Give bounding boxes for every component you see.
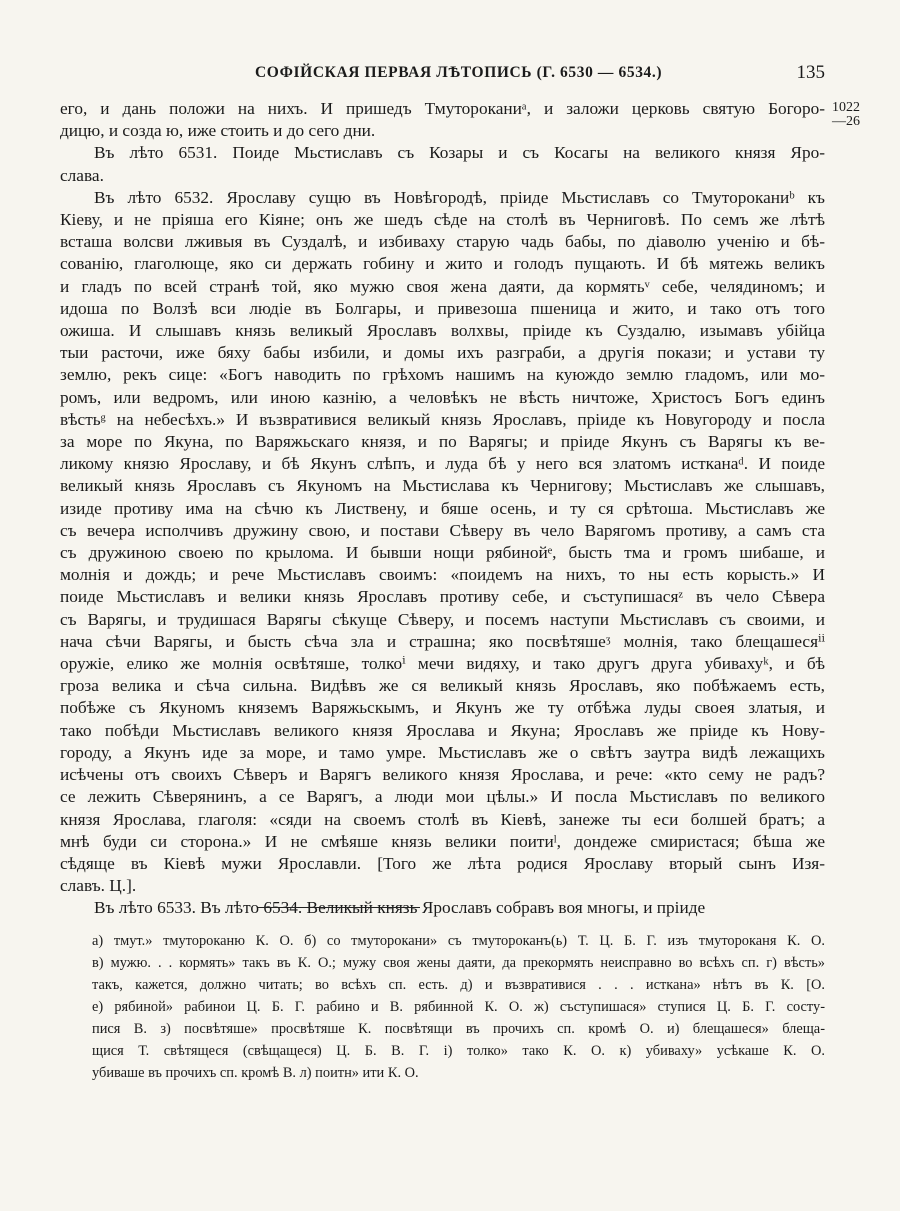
text-line: великый князь Ярославъ съ Якуномъ на Мьстислава къ Чернигову; Мьстиславъ же слышавъ, xyxy=(60,476,825,496)
text-line: Въ лѣто 6532. Ярославу сущю въ Новѣгородѣ, пріиде Мьстиславъ со Тмутороканиᵇ къ xyxy=(94,187,825,207)
text-line: съ дружиною своею по крылома. И бывши нощи рябинойᵉ, бысть тма и громъ шибаше, и xyxy=(60,543,825,563)
footnote-line: убиваше въ прочихъ сп. кромѣ В. л) поитн» ити К. О. xyxy=(92,1065,419,1081)
text-line: и гладъ по всей странѣ той, яко мужю своя жена даяти, да кормятьᵛ себе, челядиномъ; и xyxy=(60,276,825,296)
footnote-line: щися Т. свѣтящеся (свѣщащеся) Ц. Б. В. Г. і) толко» тако К. О. к) убиваху» усѣкаше К. О. xyxy=(92,1043,825,1059)
text-line: молнія и дождь; и рече Мьстиславъ своимъ: «поидемъ на нихъ, то ны есть корысть.» И xyxy=(60,565,825,585)
text-line: Въ лѣто 6531. Поиде Мьстиславъ съ Козары и съ Косагы на великого князя Яро- xyxy=(94,143,825,163)
margin-year-end: —26 xyxy=(832,114,860,129)
text-line: Кіеву, и не пріяша его Кіяне; онъ же шедъ сѣде на столѣ въ Черниговѣ. По семъ же лѣтѣ xyxy=(60,210,825,230)
chronicle-text xyxy=(60,98,825,920)
text-line: ликому князю Ярославу, и бѣ Якунъ слѣпъ, и луда бѣ у него вся златомъ исткана͏ᵈ. И поиде xyxy=(60,454,825,474)
text-line: съ вечера исполчивъ дружину свою, и постави Сѣверу въ чело Варягомъ противу, а самъ ста xyxy=(60,520,825,540)
text-line: городу, а Якунъ иде за море, и тамо умре. Мьстиславъ же о свѣтъ заутра видѣ лежащихъ xyxy=(60,742,825,762)
text-line: дицю, и созда ю, иже стоить и до сего дни. xyxy=(60,121,376,141)
text-line: се лежить Сѣверянинъ, а се Варягъ, а люди мои цѣлы.» И посла Мьстиславъ по великого xyxy=(60,787,825,807)
text-line: побѣже съ Якуномъ княземъ Варяжьскымъ, и Якунъ же ту отбѣжа луды своея златыя, и xyxy=(60,698,825,718)
text-line: оружіе, елико же молнія освѣтяше, толкоⁱ мечи видяху, и тако другъ друга убивахуᵏ, и бѣ xyxy=(60,654,825,674)
text-line: ожиша. И слышавъ князь великый Ярославъ волхвы, пріиде къ Суздалю, изымавъ убійца xyxy=(60,321,825,341)
margin-year-start: 1022 xyxy=(832,100,860,115)
text-line: изиде противу има на сѣчю къ Листвену, и бяше осень, и ту ся срѣтоша. Мьстиславъ же xyxy=(60,498,825,518)
text-line: всташа волсви лживыя въ Суздалѣ, и избиваху старую чадь бабы, по діаволю ученію и бѣ- xyxy=(60,232,825,252)
text-line: мнѣ буди си сторона.» И не смѣяше князь велики поитиˡ, дондеже смиристася; бѣша же xyxy=(60,831,825,851)
footnote-line: е) рябиной» рабинои Ц. Б. Г. рабино и В. рябинной К. О. ж) съступишася» ступися Ц. Б. Г. состу- xyxy=(92,999,825,1015)
footnote-line: в) мужю. . . кормять» такъ въ К. О.; мужу своя жены даяти, да прекормять неисправно во всѣхъ сп. г) вѣсть» xyxy=(92,955,825,971)
text-line: идоша по Волзѣ вси людіе въ Болгары, и привезоша пшеница и жито, и тако отъ того xyxy=(60,298,825,318)
footnote-line: такъ, кажется, должно читать; во всѣхъ сп. есть. д) и възвративися . . . исткана» нѣтъ въ К. [О. xyxy=(92,977,825,993)
text-line: нача сѣчи Варягы, и бысть сѣча зла и страшна; яко посвѣтяшеᶾ молнія, тако блещашесяⁱⁱ xyxy=(60,631,825,651)
text-line: сѣдяще въ Кіевѣ мужи Ярославли. [Того же лѣта родися Ярославу вторый сынъ Изя- xyxy=(60,853,825,873)
text-line: славъ. Ц.]. xyxy=(60,876,137,896)
text-line: поиде Мьстиславъ и велики князь Ярославъ противу себе, и съступишасяᶻ въ чело Сѣвера xyxy=(60,587,825,607)
text-line: тако побѣди Мьстиславъ великого князя Ярослава и Якуна; Ярославъ же пріиде къ Нову- xyxy=(60,720,825,740)
text-line: князя Ярослава, глаголя: «сяди на своемъ столѣ въ Кіевѣ, занеже ты еси болшей братъ; а xyxy=(60,809,825,829)
page-header xyxy=(60,60,825,86)
text-line: исѣчены отъ своихъ Сѣверъ и Варягъ великого князя Ярослава, и рече: «кто сему не радъ? xyxy=(60,765,825,785)
text-line: ромъ, или ведромъ, или иною казнію, а человѣкъ не вѣсть ничтоже, Христосъ Богъ единъ xyxy=(60,387,825,407)
text-line: слава. xyxy=(60,165,104,185)
text-line: землю, рекъ сице: «Богъ наводить по грѣхомъ нашимъ на куюждо землю гладомъ, или мо- xyxy=(60,365,825,385)
running-title: СОФІЙСКАЯ ПЕРВАЯ ЛѢТОПИСЬ (Г. 6530 — 6534.) xyxy=(255,64,663,81)
text-line: тыи расточи, иже бяху бабы избили, и домы ихъ разграби, а другія покази; и устави ту xyxy=(60,343,825,363)
text-line: съ Варягы, и трудишася Варягы сѣкуще Сѣверу, и посемъ наступи Мьстиславъ съ своими, и xyxy=(60,609,825,629)
text-line: вѣстьᵍ на небесѣхъ.» И възвративися великый князь Ярославъ, пріиде къ Новугороду и посла xyxy=(60,409,825,429)
footnote-line: а) тмут.» тмутороканю К. О. б) со тмуторокани» съ тмутороканъ(ь) Т. Ц. Б. Г. изъ тмутороканя К. О. xyxy=(92,933,825,949)
text-line: его, и дань положи на нихъ. И пришедъ Тмутороканиᵃ, и заложи церковь святую Богоро- xyxy=(60,99,825,118)
footnote-separator xyxy=(258,907,420,908)
margin-year-note xyxy=(826,101,860,129)
text-line: гроза велика и сѣча сильна. Видѣвъ же ся великый князь Ярославъ, яко побѣжаемъ есть, xyxy=(60,676,825,696)
text-line: Въ лѣто 6533. Въ лѣто 6534. Великый князь Ярославъ собравъ воя многы, и пріиде xyxy=(94,898,706,918)
page-number: 135 xyxy=(796,62,825,83)
footnote-line: пися В. з) посвѣтяше» просвѣтяше К. посвѣтящи въ прочихъ сп. кромѣ О. и) блещашеся» блеща- xyxy=(92,1021,825,1037)
text-line: сованію, глаголюще, яко си держать гобину и жито и голодъ пущають. И бѣ мятежь великъ xyxy=(60,254,825,274)
text-line: за море по Якуна, по Варяжьскаго князя, и по Варягы; и пріиде Якунъ съ Варягы къ ве- xyxy=(60,432,825,452)
footnotes xyxy=(92,930,825,1084)
